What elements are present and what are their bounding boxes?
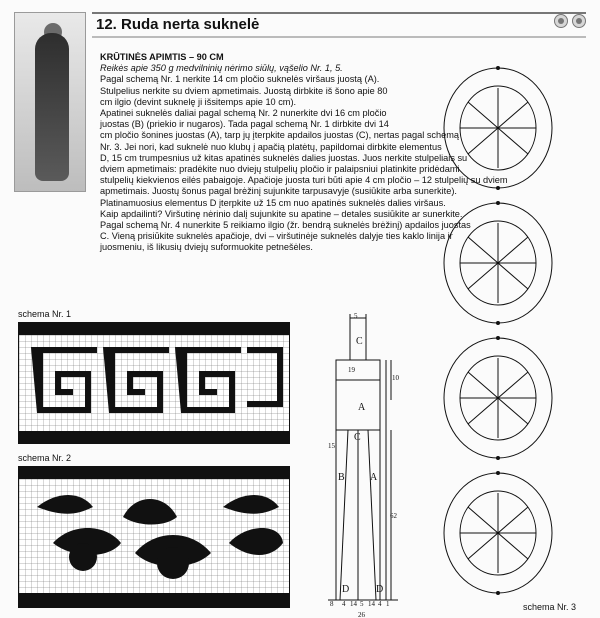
- dimension-label: 14: [350, 600, 357, 608]
- schema-1-grid: [18, 322, 290, 444]
- instructions-text: [100, 52, 508, 254]
- paragraph-line: cm pločio šonines juostas (A), tarp jų įterpkite apdailos juostas (C), nertas pagal schemą: [100, 130, 459, 141]
- dimension-label: 8: [330, 600, 334, 608]
- diagram-label: D: [376, 584, 384, 595]
- garment-chart: [318, 310, 410, 618]
- paragraph-line: juosmeniu, iš likusių dviejų suformuokite petnešėles.: [100, 242, 313, 253]
- dimension-label: 5: [360, 600, 364, 608]
- paragraph-line: Apatinei suknelės daliai pagal schemą Nr. 2 nunerkite dvi 16 cm pločio: [100, 108, 387, 119]
- schema-2-grid: [18, 466, 290, 608]
- paragraph-line: Stulpelius nerkite su dviem apmetimais. Juostą dirbkite iš šono apie 80: [100, 85, 388, 96]
- dimension-label: 26: [358, 611, 365, 618]
- diagram-label: C: [356, 336, 363, 347]
- paragraph-line: Kaip apdailinti? Viršutinę nėrinio dalį sujunkite su apatine – detales susiūkite ar sunerkite.: [100, 208, 463, 219]
- paragraph-line: Nr. 3. Jei nori, kad suknelė nuo klubų į apačią platėtų, papildomai dirbkite elementus: [100, 141, 442, 152]
- diagram-label: A: [370, 472, 378, 483]
- circle-icon: [572, 14, 586, 28]
- title-icons: [554, 14, 586, 28]
- dimension-label: 10: [392, 374, 399, 382]
- dimension-label: 19: [348, 366, 355, 374]
- paragraph-line: D, 15 cm trumpesnius už kitas apatinės suknelės dalies juostas. Juos nerkite stulpeliais su: [100, 152, 468, 163]
- page-title: 12. Ruda nerta suknelė: [96, 16, 260, 33]
- schema-2-label: schema Nr. 2: [18, 453, 72, 463]
- circle-icon: [554, 14, 568, 28]
- diagram-label: B: [338, 472, 345, 483]
- diagram-label: C: [354, 432, 361, 443]
- diagram-label: D: [342, 584, 350, 595]
- paragraph-line: Platinamuosius elementus D įterpkite už 15 cm nuo apatinės suknelės dalies viršaus.: [100, 197, 446, 208]
- paragraph-line: stulpelių kiekvienos eilės pabaigoje. Apačioje juosta turi būti apie 4 cm pločio – 12 stulpelių su dviem: [100, 175, 508, 186]
- schema-1-label: schema Nr. 1: [18, 309, 72, 319]
- schema-3-label: schema Nr. 3: [523, 602, 577, 612]
- dimension-label: 1: [386, 600, 390, 608]
- paragraph-line: Pagal schemą Nr. 1 nerkite 14 cm pločio suknelės viršaus juostą (A).: [100, 74, 380, 85]
- paragraph-line: juostas (B) (priekio ir nugaros). Tada pagal schemą Nr. 1 dirbkite dvi 14: [100, 119, 389, 130]
- dimension-label: 14: [368, 600, 375, 608]
- dimension-label: 5: [354, 312, 358, 320]
- dimension-label: 62: [390, 512, 397, 520]
- paragraph-line: Pagal schemą Nr. 4 nunerkite 5 reikiamo ilgio (žr. bendrą suknelės brėžinį) apdailos juostas: [100, 220, 471, 231]
- paragraph-line: cm ilgio (devint suknelę ji išsitemps apie 10 cm).: [100, 96, 297, 107]
- model-figure: [35, 33, 69, 181]
- diagram-label: A: [358, 402, 366, 413]
- paragraph-line: dviem apmetimais: pradėkite nuo dviejų stulpelių pločio ir palaipsniui platinkite pridėdami: [100, 164, 460, 175]
- chest-size: KRŪTINĖS APIMTIS – 90 CM: [100, 52, 224, 62]
- model-photo: [14, 12, 86, 192]
- paragraph-line: apmetimais. Juostų šonus pagal brėžinį sujunkite tarpusavyje (susiūkite arba sunerkite).: [100, 186, 457, 197]
- paragraph-line: C. Vieną prisiūkite suknelės apačioje, dvi – viršutinėje suknelės dalyje ties kaklo linija ir: [100, 231, 453, 242]
- dimension-label: 4: [342, 600, 346, 608]
- dimension-label: 15: [328, 442, 335, 450]
- dimension-label: 4: [378, 600, 382, 608]
- materials-line: Reikės apie 350 g medvilninių nėrimo siūlų, vąšelio Nr. 1, 5.: [100, 63, 343, 74]
- lace-diagram: [410, 48, 586, 608]
